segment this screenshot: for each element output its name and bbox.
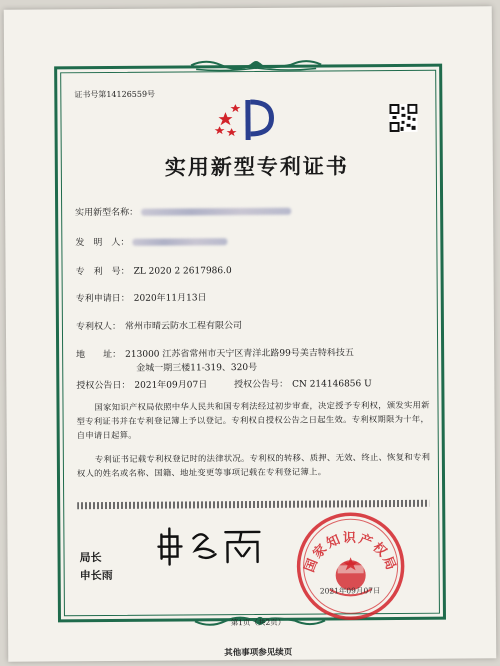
- patent-no-row: [76, 263, 232, 277]
- address-line2: 金城一期三楼11-319、320号: [136, 362, 258, 374]
- grant-row: [76, 376, 371, 391]
- handwritten-signature-icon: [155, 524, 265, 567]
- inventor-label: 发 明 人：: [75, 237, 130, 249]
- filing-date-label: 专利申请日：: [75, 293, 130, 305]
- footer-note: 其他事项参见续页: [224, 647, 293, 659]
- director-title: 局长: [79, 551, 102, 565]
- grant-no-value: CN 214146856 U: [292, 379, 372, 390]
- filing-date-value: 2020年11月13日: [133, 293, 207, 304]
- cnipa-logo-icon: [209, 96, 289, 143]
- seal-date: 2021年09月07日: [319, 586, 381, 596]
- utility-name-row: [75, 204, 291, 219]
- svg-text:国家知识产权局: 国家知识产权局: [302, 530, 399, 575]
- utility-name-label: 实用新型名称：: [75, 207, 139, 219]
- grant-date-value: 2021年09月07日: [134, 380, 208, 391]
- filing-date-row: [76, 290, 207, 304]
- holder-label: 专利权人：: [75, 321, 121, 333]
- grant-no-label: 授权公告号：: [234, 379, 289, 391]
- redacted-inventor: [132, 238, 227, 246]
- paragraph-grant: 国家知识产权局依照中华人民共和国专利法经过初步审查，决定授予专利权，颁发实用新型专利证书并在专利登记簿上予以登记。专利权自授权公告之日起生效。专利权期限为十年，自申请日起算。: [76, 399, 430, 441]
- holder-row: [76, 318, 242, 332]
- certificate-number: 证书号第14126559号: [74, 89, 156, 100]
- address-line1: 213000 江苏省常州市天宁区青洋北路99号美吉特科技五: [125, 348, 354, 360]
- page-number: 第1页（共2页）: [230, 617, 286, 628]
- patent-no-label: 专 利 号：: [75, 266, 130, 278]
- address-label: 地 址：: [76, 349, 122, 361]
- address-row: [76, 345, 354, 360]
- certificate-paper: [4, 6, 497, 661]
- grant-date-label: 授权公告日：: [76, 380, 131, 392]
- ornament-top-icon: [186, 57, 326, 72]
- holder-value: 常州市晴云防水工程有限公司: [124, 321, 243, 332]
- director-name: 申长雨: [79, 568, 113, 583]
- patent-no-value: ZL 2020 2 2617986.0: [133, 266, 232, 277]
- qr-code-icon: [389, 104, 417, 132]
- certificate-title: 实用新型专利证书: [164, 153, 349, 180]
- inventor-row: [75, 234, 227, 248]
- official-seal-icon: [293, 509, 408, 624]
- paragraph-status: 专利证书记载专利权登记时的法律状况。专利权的转移、质押、无效、终止、恢复和专利权人的姓名或名称、国籍、地址变更等事项记载在专利登记簿上。: [76, 451, 431, 479]
- redacted-utility-name: [141, 208, 291, 216]
